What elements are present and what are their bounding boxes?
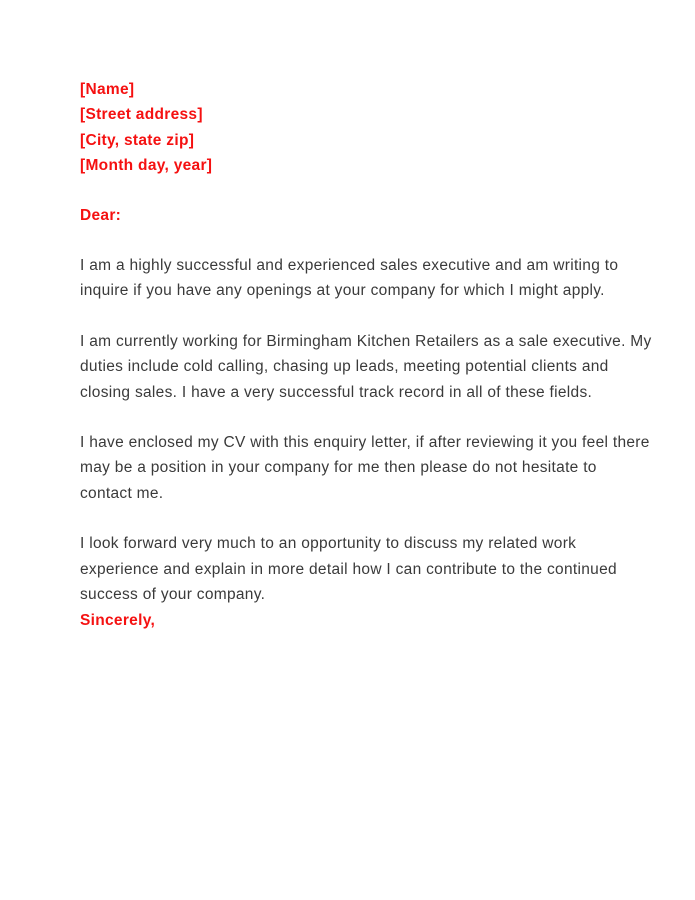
paragraph-2 <box>80 329 652 405</box>
paragraph-4-line-1: I look forward very much to an opportunity to discuss my related work <box>80 535 577 553</box>
paragraph-4-line-2: experience and explain in more detail how I can contribute to the continued <box>80 560 617 578</box>
paragraph-1-line-2: inquire if you have any openings at your company for which I might apply. <box>80 282 605 300</box>
paragraph-3 <box>80 430 650 506</box>
paragraph-2-line-3: closing sales. I have a very successful track record in all of these fields. <box>80 383 593 401</box>
placeholder-name: [Name] <box>80 81 135 98</box>
paragraph-3-line-2: may be a position in your company for me then please do not hesitate to <box>80 459 597 477</box>
placeholder-city-state-zip: [City, state zip] <box>80 131 195 149</box>
placeholder-date: [Month day, year] <box>80 157 213 175</box>
paragraph-3-line-1: I have enclosed my CV with this enquiry letter, if after reviewing it you feel there <box>80 434 650 452</box>
paragraph-3-line-3: contact me. <box>80 484 164 502</box>
paragraph-1-line-1: I am a highly successful and experienced sales executive and am writing to <box>80 257 619 275</box>
placeholder-street-address: [Street address] <box>80 106 203 124</box>
salutation: Dear: <box>80 206 122 224</box>
paragraph-2-line-2: duties include cold calling, chasing up leads, meeting potential clients and <box>80 358 609 376</box>
letter-content <box>80 77 652 633</box>
paragraph-4-line-3: success of your company. <box>80 586 266 604</box>
paragraph-1 <box>80 253 635 304</box>
paragraph-4 <box>80 531 635 607</box>
paragraph-2-line-1: I am currently working for Birmingham Kitchen Retailers as a sale executive. My <box>80 332 652 350</box>
sender-address-block <box>80 77 635 179</box>
closing: Sincerely, <box>80 611 156 629</box>
